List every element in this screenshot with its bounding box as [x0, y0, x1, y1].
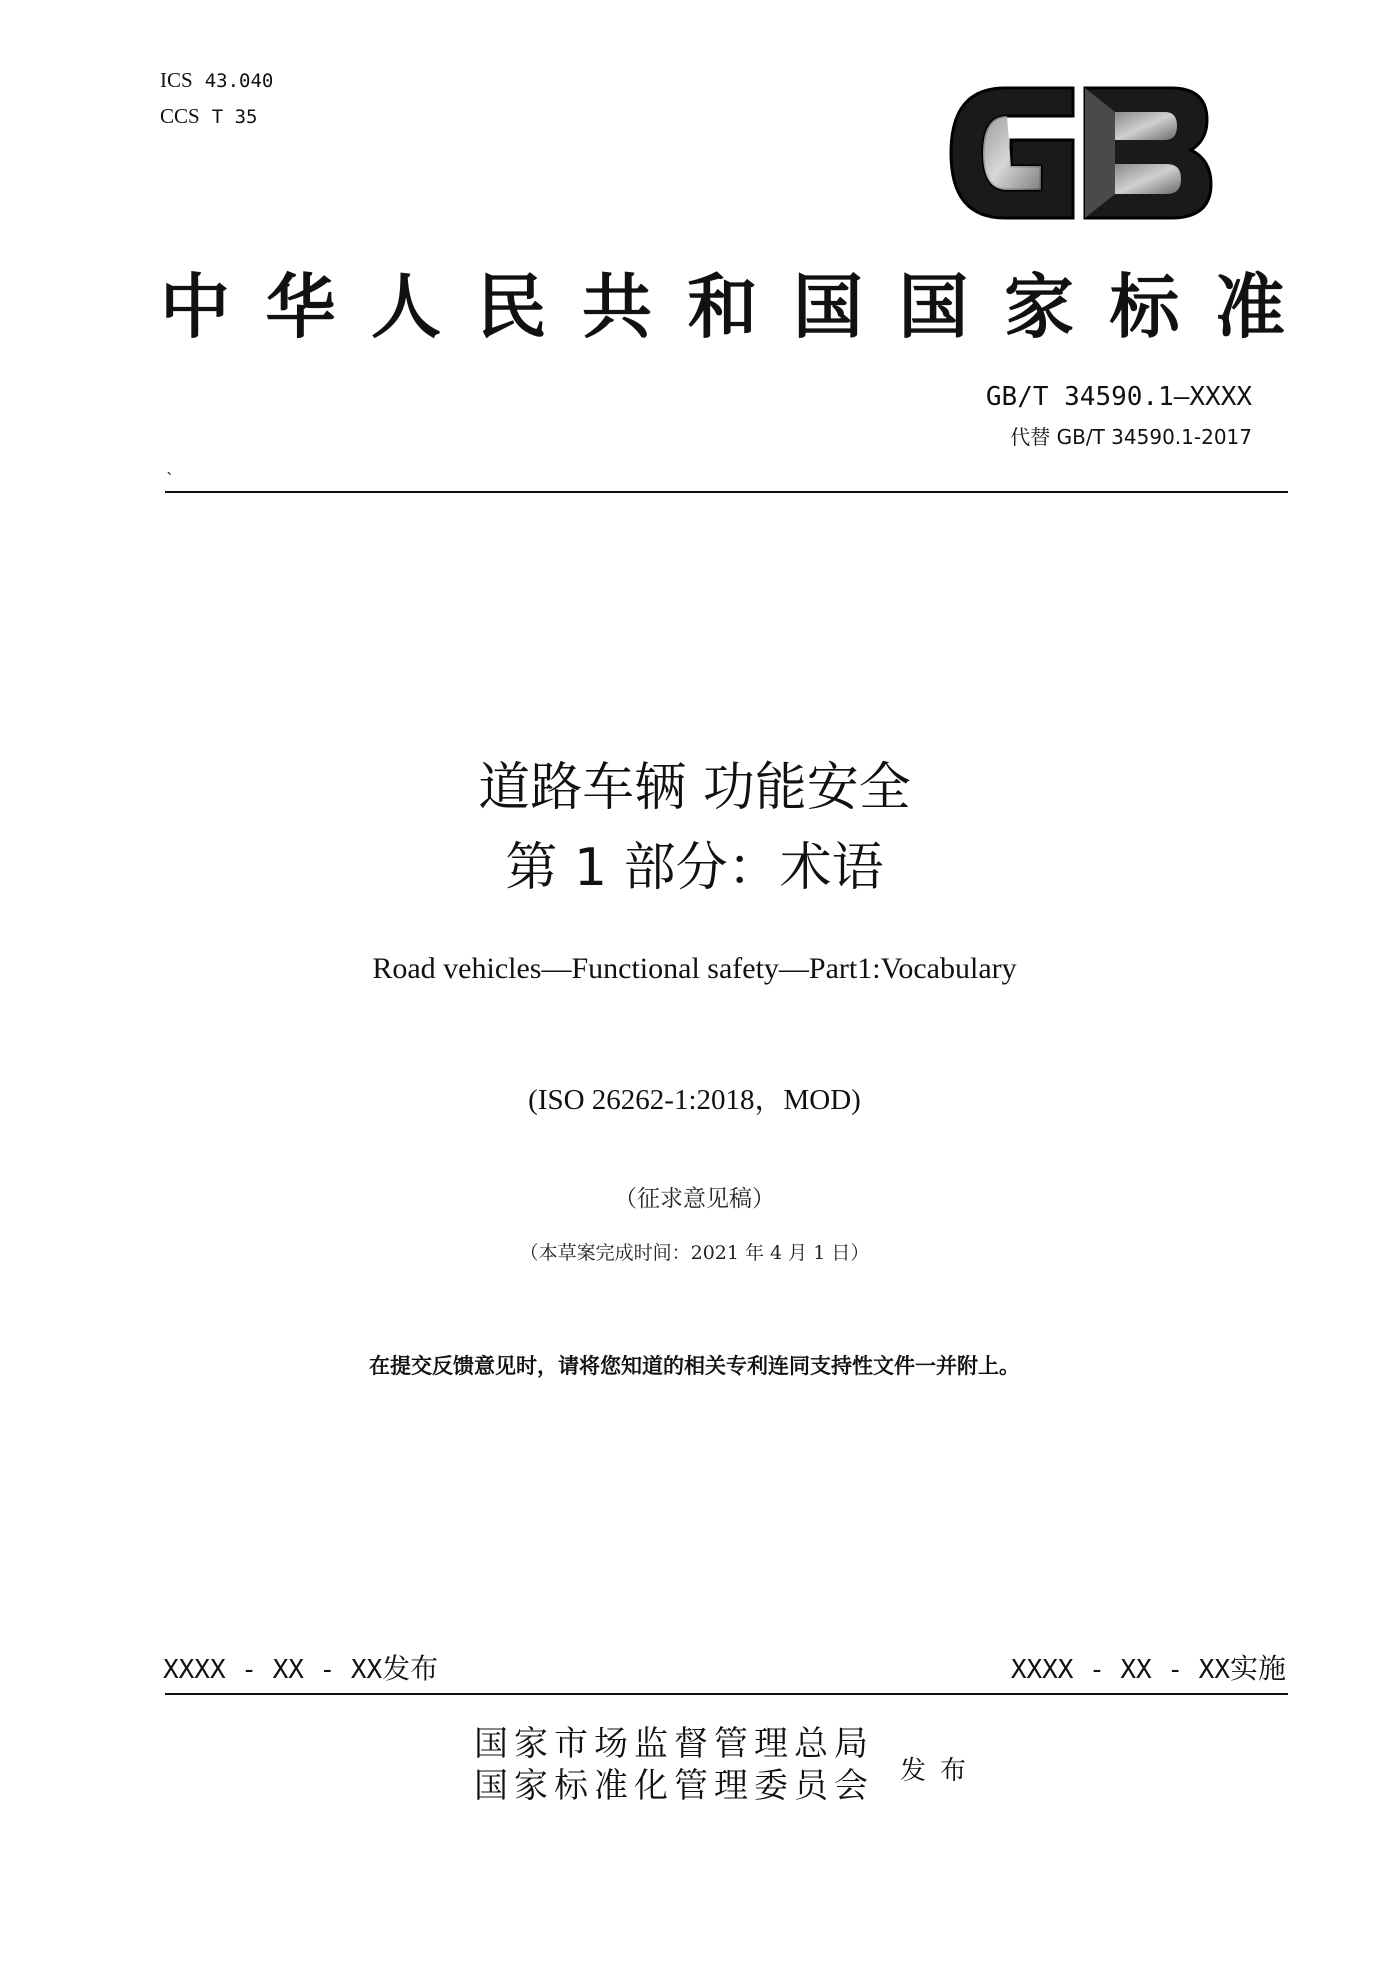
- title-cn-line-2: 第 1 部分：术语: [505, 838, 884, 898]
- implement-date: [1011, 1651, 1286, 1688]
- main-title-char: 国: [898, 266, 969, 348]
- header-divider: [165, 491, 1288, 493]
- replaces-standard: 代替 GB/T 34590.1-2017: [1010, 425, 1252, 449]
- ccs-value: T 35: [211, 106, 258, 128]
- gb-logo: [945, 84, 1215, 222]
- completion-date: （本草案完成时间：2021 年 4 月 1 日）: [519, 1242, 870, 1264]
- footer-divider: [165, 1693, 1288, 1695]
- publish-date-value: XXXX - XX - XX: [163, 1655, 383, 1685]
- ics-code: [160, 68, 273, 93]
- issuer-2: 国家标准化管理委员会: [474, 1766, 874, 1806]
- title-en: Road vehicles—Functional safety—Part1:Vocabulary: [372, 952, 1017, 985]
- main-title-char: 家: [1004, 266, 1074, 348]
- publish-date: [163, 1651, 438, 1688]
- main-title-char: 人: [371, 266, 441, 348]
- draft-status: （征求意见稿）: [614, 1186, 775, 1212]
- issuer-1: 国家市场监督管理总局: [474, 1724, 874, 1764]
- main-title-char: 国: [793, 266, 863, 348]
- ccs-code: [160, 104, 257, 129]
- main-title-char: 准: [1215, 266, 1285, 348]
- ics-label: ICS: [160, 68, 193, 92]
- gb-logo-g: [951, 88, 1073, 218]
- patent-notice: 在提交反馈意见时，请将您知道的相关专利连同支持性文件一并附上。: [369, 1354, 1020, 1378]
- implement-date-value: XXXX - XX - XX: [1010, 1655, 1230, 1685]
- ccs-label: CCS: [160, 104, 200, 128]
- main-title-char: 和: [687, 266, 758, 348]
- main-title-char: 民: [476, 266, 547, 348]
- issuing-authorities: [474, 1723, 874, 1807]
- issue-word: 发布: [900, 1756, 981, 1786]
- main-title-char: 标: [1109, 266, 1180, 348]
- ics-value: 43.040: [204, 70, 274, 92]
- publish-date-word: 发布: [382, 1652, 439, 1685]
- standard-number: GB/T 34590.1—XXXX: [985, 382, 1252, 412]
- adoption-note: (ISO 26262-1:2018，MOD): [528, 1084, 861, 1116]
- title-cn-line-1: 道路车辆 功能安全: [478, 758, 911, 818]
- main-title-char: 华: [265, 266, 336, 348]
- main-title-char: 共: [582, 266, 652, 348]
- main-title-char: 中: [160, 266, 230, 348]
- tick-mark: `: [166, 470, 174, 489]
- implement-date-word: 实施: [1229, 1652, 1286, 1685]
- main-title: [160, 262, 1285, 352]
